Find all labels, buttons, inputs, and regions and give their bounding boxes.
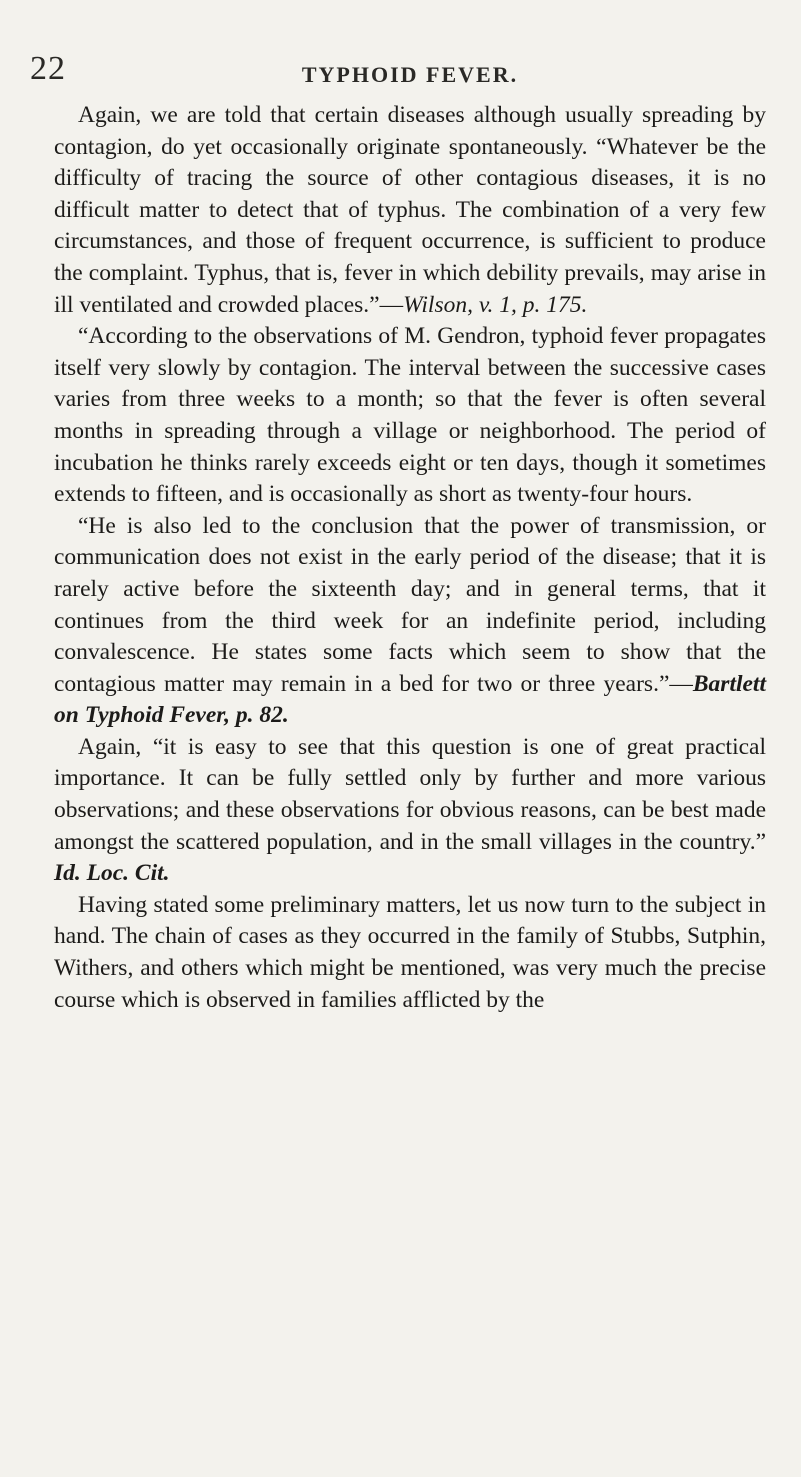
paragraph-text: Having stated some preliminary matters, let us now turn to the subject in hand. The chain of cases as they occurred in the family of Stubbs, Sutphin, Withers, and others which might be mentioned, was very much the precise course which is observed in families afflicted by the <box>54 891 766 1013</box>
paragraph-text: Again, we are told that certain diseases although usually spreading by contagion, do yet occasionally originate spontaneously. “Whatever be the difficulty of tracing the source of other contagious diseases, it is no difficult matter to detect that of typhus. The combination of a very few circumstances, and those of frequent occurrence, is sufficient to produce the complaint. Typhus, that is, fever in which debility prevails, may arise in ill ventilated and crowded places.”— <box>54 102 766 318</box>
page-number: 22 <box>30 50 66 87</box>
page-header <box>30 50 770 90</box>
paragraph-preliminary <box>54 890 766 1016</box>
paragraph-wilson-quote <box>54 100 766 321</box>
paragraph-gendron-quote <box>54 321 766 511</box>
citation: Wilson, v. 1, p. 175. <box>403 291 588 318</box>
citation: Bartlett on Typhoid Fever, p. 82. <box>54 670 766 729</box>
running-head: TYPHOID FEVER. <box>301 62 519 87</box>
paragraph-text: “He is also led to the conclusion that the power of transmission, or communication does not exist in the early period of the disease; that it is rarely active before the sixteenth day; and in general terms, that it continues from the third week for an indefinite period, including convalescence. He states some facts which seem to show that the contagious matter may remain in a bed for two or three years.”— <box>54 512 766 697</box>
citation: Id. Loc. Cit. <box>54 860 170 887</box>
paragraph-text: Again, “it is easy to see that this question is one of great practical importance. It can be fully settled only by further and more various observations; and these observations for obvious reasons, can be best made amongst the scattered population, and in the small villages in the country.” <box>54 733 766 855</box>
body-text <box>54 100 766 1016</box>
paragraph-importance-quote <box>54 732 766 890</box>
paragraph-transmission-quote <box>54 511 766 732</box>
paragraph-text: “According to the observations of M. Gendron, typhoid fever propagates itself very slowly by contagion. The interval between the successive cases varies from three weeks to a month; so that the fever is often several months in spreading through a village or neighborhood. The period of incubation he thinks rarely exceeds eight or ten days, though it sometimes extends to fifteen, and is occasionally as short as twenty-four hours. <box>54 323 766 508</box>
